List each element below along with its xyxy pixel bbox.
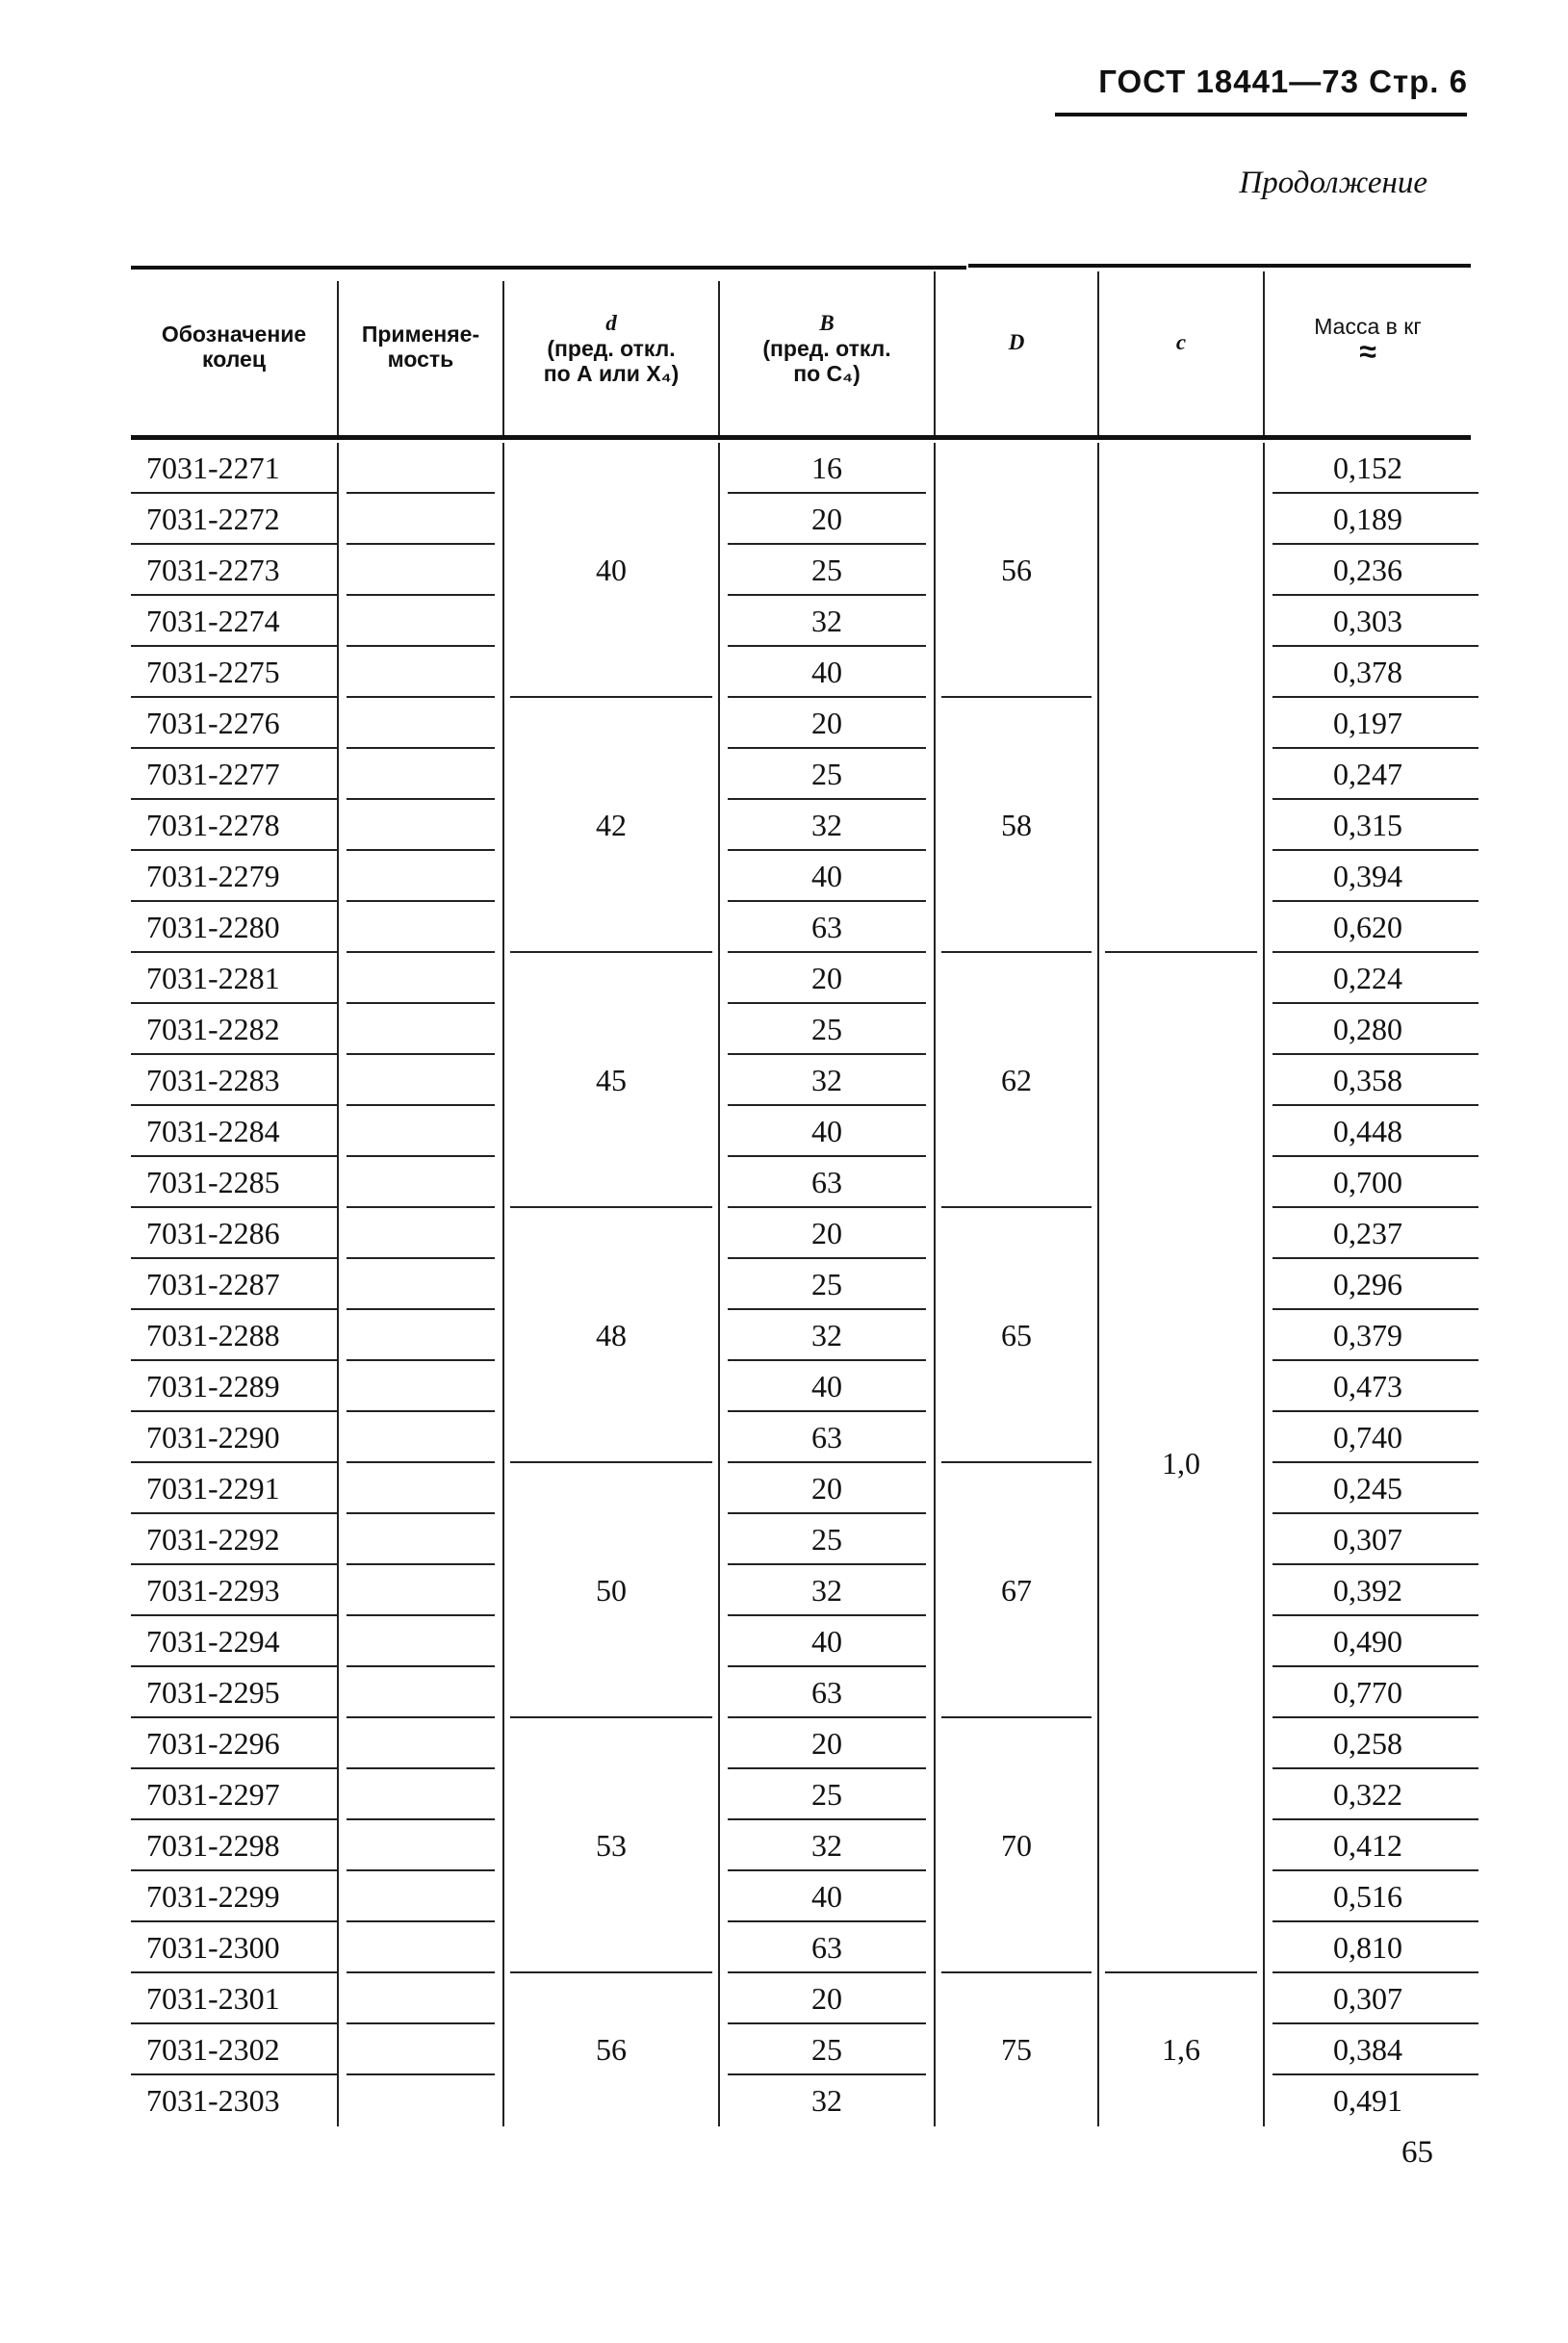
row-rule	[347, 492, 495, 494]
row-mass-value: 0,394	[1333, 859, 1402, 893]
d-group-value: 42	[596, 808, 627, 842]
row-mass-value: 0,700	[1333, 1165, 1402, 1199]
row-b-value: 20	[811, 502, 842, 536]
row-designation: 7031-2278	[146, 808, 280, 842]
page-header	[1098, 64, 1468, 100]
row-mass-value: 0,448	[1333, 1114, 1402, 1148]
row-b-value: 25	[811, 1522, 842, 1557]
row-rule	[347, 1614, 495, 1616]
row-b-value: 25	[811, 757, 842, 791]
row-b-value: 16	[811, 451, 842, 485]
row-rule	[347, 747, 495, 749]
col-header-b-note-2: по C₄)	[793, 361, 861, 386]
row-b-value: 20	[811, 706, 842, 740]
row-mass-value: 0,247	[1333, 757, 1402, 791]
row-b-value: 63	[811, 1930, 842, 1965]
row-designation: 7031-2303	[146, 2083, 280, 2118]
row-rule	[347, 2073, 495, 2075]
row-mass-value: 0,197	[1333, 706, 1402, 740]
row-rule	[347, 1920, 495, 1922]
row-b-value: 63	[811, 1420, 842, 1455]
row-b-value: 32	[811, 1063, 842, 1097]
row-designation: 7031-2271	[146, 451, 280, 485]
row-designation: 7031-2272	[146, 502, 280, 536]
row-rule	[347, 1206, 495, 1208]
column-divider	[337, 443, 339, 2126]
row-mass-value: 0,620	[1333, 910, 1402, 944]
row-mass-value: 0,237	[1333, 1216, 1402, 1250]
row-rule	[347, 798, 495, 800]
row-designation: 7031-2291	[146, 1471, 280, 1506]
row-designation: 7031-2284	[146, 1114, 280, 1148]
row-mass-value: 0,296	[1333, 1267, 1402, 1301]
row-mass-value: 0,303	[1333, 604, 1402, 638]
col-header-mass: Масса в кг ≈	[1314, 314, 1422, 369]
page-number: 65	[1401, 2135, 1433, 2170]
row-mass-value: 0,740	[1333, 1420, 1402, 1455]
row-rule	[347, 1257, 495, 1259]
row-b-value: 40	[811, 1114, 842, 1148]
row-mass-value: 0,490	[1333, 1624, 1402, 1659]
d-group-value: 50	[596, 1573, 627, 1608]
row-b-value: 25	[811, 2032, 842, 2067]
row-designation: 7031-2289	[146, 1369, 280, 1403]
row-rule	[347, 951, 495, 953]
row-b-value: 20	[811, 1981, 842, 2016]
row-mass-value: 0,258	[1333, 1726, 1402, 1761]
row-rule	[347, 1767, 495, 1769]
row-mass-value: 0,412	[1333, 1828, 1402, 1863]
row-designation: 7031-2287	[146, 1267, 280, 1301]
row-mass-value: 0,491	[1333, 2083, 1402, 2118]
row-mass-value: 0,378	[1333, 655, 1402, 689]
row-designation: 7031-2302	[146, 2032, 280, 2067]
row-designation: 7031-2299	[146, 1879, 280, 1914]
row-b-value: 32	[811, 808, 842, 842]
col-header-b-symbol: B	[819, 311, 835, 335]
row-designation: 7031-2277	[146, 757, 280, 791]
big-d-group-value: 75	[1001, 2032, 1032, 2067]
row-rule	[347, 1359, 495, 1361]
row-designation: 7031-2276	[146, 706, 280, 740]
col-header-big-d: D	[1008, 330, 1025, 354]
d-group-value: 53	[596, 1828, 627, 1863]
big-d-group-value: 65	[1001, 1318, 1032, 1352]
row-rule	[347, 594, 495, 596]
row-b-value: 63	[811, 1165, 842, 1199]
table-top-rule-right	[968, 264, 1471, 268]
row-mass-value: 0,358	[1333, 1063, 1402, 1097]
row-designation: 7031-2286	[146, 1216, 280, 1250]
row-rule	[347, 1410, 495, 1412]
row-mass-value: 0,307	[1333, 1522, 1402, 1557]
row-designation: 7031-2293	[146, 1573, 280, 1608]
header-bottom-rule	[131, 435, 1471, 440]
row-b-value: 32	[811, 1573, 842, 1608]
row-designation: 7031-2283	[146, 1063, 280, 1097]
row-rule	[347, 543, 495, 545]
col-header-applicability: Применяе-мость	[361, 322, 480, 372]
row-mass-value: 0,315	[1333, 808, 1402, 842]
row-rule	[347, 2022, 495, 2024]
row-rule	[347, 849, 495, 851]
row-designation: 7031-2296	[146, 1726, 280, 1761]
row-mass-value: 0,307	[1333, 1981, 1402, 2016]
row-b-value: 40	[811, 655, 842, 689]
col-header-d-note-2: по А или X₄)	[543, 361, 680, 386]
row-b-value: 40	[811, 1369, 842, 1403]
row-b-value: 32	[811, 1318, 842, 1352]
row-designation: 7031-2292	[146, 1522, 280, 1557]
col-header-b	[720, 310, 934, 386]
row-mass-value: 0,384	[1333, 2032, 1402, 2067]
row-designation: 7031-2280	[146, 910, 280, 944]
row-rule	[347, 900, 495, 902]
col-header-d	[504, 310, 718, 386]
page-label: Стр. 6	[1369, 64, 1468, 99]
row-designation: 7031-2290	[146, 1420, 280, 1455]
table-top-rule	[131, 266, 966, 270]
row-mass-value: 0,280	[1333, 1012, 1402, 1046]
big-d-group-value: 70	[1001, 1828, 1032, 1863]
row-b-value: 32	[811, 1828, 842, 1863]
row-b-value: 20	[811, 961, 842, 995]
col-header-designation: Обозначение колец	[161, 322, 307, 372]
row-mass-value: 0,236	[1333, 553, 1402, 587]
row-b-value: 25	[811, 553, 842, 587]
row-b-value: 20	[811, 1471, 842, 1506]
row-mass-value: 0,152	[1333, 451, 1402, 485]
d-group-value: 48	[596, 1318, 627, 1352]
c-group-value	[1099, 443, 1263, 953]
row-designation: 7031-2275	[146, 655, 280, 689]
row-rule	[347, 1053, 495, 1055]
row-mass-value: 0,810	[1333, 1930, 1402, 1965]
row-designation: 7031-2298	[146, 1828, 280, 1863]
d-group-value: 56	[596, 2032, 627, 2067]
continuation-label: Продолжение	[1239, 166, 1427, 200]
row-b-value: 25	[811, 1267, 842, 1301]
c-group-value: 1,0	[1162, 1446, 1200, 1480]
row-b-value: 25	[811, 1012, 842, 1046]
col-header-d-note-1: (пред. откл.	[547, 336, 676, 361]
row-b-value: 25	[811, 1777, 842, 1812]
col-header-d-symbol: d	[605, 311, 617, 335]
row-b-value: 32	[811, 2083, 842, 2118]
row-b-value: 40	[811, 1624, 842, 1659]
row-rule	[347, 1665, 495, 1667]
row-mass-value: 0,189	[1333, 502, 1402, 536]
row-rule	[347, 1971, 495, 1973]
row-mass-value: 0,245	[1333, 1471, 1402, 1506]
row-designation: 7031-2295	[146, 1675, 280, 1710]
row-mass-value: 0,379	[1333, 1318, 1402, 1352]
row-b-value: 20	[811, 1726, 842, 1761]
row-rule	[347, 1104, 495, 1106]
row-mass-value: 0,473	[1333, 1369, 1402, 1403]
big-d-group-value: 67	[1001, 1573, 1032, 1608]
header-rule	[1055, 113, 1467, 116]
row-designation: 7031-2282	[146, 1012, 280, 1046]
big-d-group-value: 56	[1001, 553, 1032, 587]
row-rule	[347, 1869, 495, 1871]
row-mass-value: 0,322	[1333, 1777, 1402, 1812]
row-b-value: 20	[811, 1216, 842, 1250]
row-b-value: 63	[811, 910, 842, 944]
row-b-value: 40	[811, 1879, 842, 1914]
row-b-value: 63	[811, 1675, 842, 1710]
row-mass-value: 0,392	[1333, 1573, 1402, 1608]
big-d-group-value: 62	[1001, 1063, 1032, 1097]
row-rule	[347, 1461, 495, 1463]
col-header-c: c	[1175, 330, 1187, 354]
col-header-b-note-1: (пред. откл.	[762, 336, 891, 361]
c-group-value: 1,6	[1162, 2032, 1200, 2067]
row-mass-value: 0,516	[1333, 1879, 1402, 1914]
row-designation: 7031-2294	[146, 1624, 280, 1659]
row-rule	[347, 1563, 495, 1565]
row-rule	[347, 645, 495, 647]
row-designation: 7031-2301	[146, 1981, 280, 2016]
row-designation: 7031-2285	[146, 1165, 280, 1199]
row-mass-value: 0,770	[1333, 1675, 1402, 1710]
row-mass-value: 0,224	[1333, 961, 1402, 995]
row-b-value: 32	[811, 604, 842, 638]
row-designation: 7031-2273	[146, 553, 280, 587]
row-rule	[347, 1716, 495, 1718]
row-rule	[347, 1818, 495, 1820]
row-designation: 7031-2274	[146, 604, 280, 638]
row-designation: 7031-2288	[146, 1318, 280, 1352]
d-group-value: 40	[596, 553, 627, 587]
row-b-value: 40	[811, 859, 842, 893]
row-designation: 7031-2297	[146, 1777, 280, 1812]
row-rule	[347, 1002, 495, 1004]
d-group-value: 45	[596, 1063, 627, 1097]
row-designation: 7031-2279	[146, 859, 280, 893]
big-d-group-value: 58	[1001, 808, 1032, 842]
row-rule	[347, 1308, 495, 1310]
row-rule	[347, 1512, 495, 1514]
row-rule	[347, 696, 495, 698]
row-designation: 7031-2300	[146, 1930, 280, 1965]
standard-number: ГОСТ 18441—73	[1098, 64, 1359, 99]
row-designation: 7031-2281	[146, 961, 280, 995]
row-rule	[347, 1155, 495, 1157]
